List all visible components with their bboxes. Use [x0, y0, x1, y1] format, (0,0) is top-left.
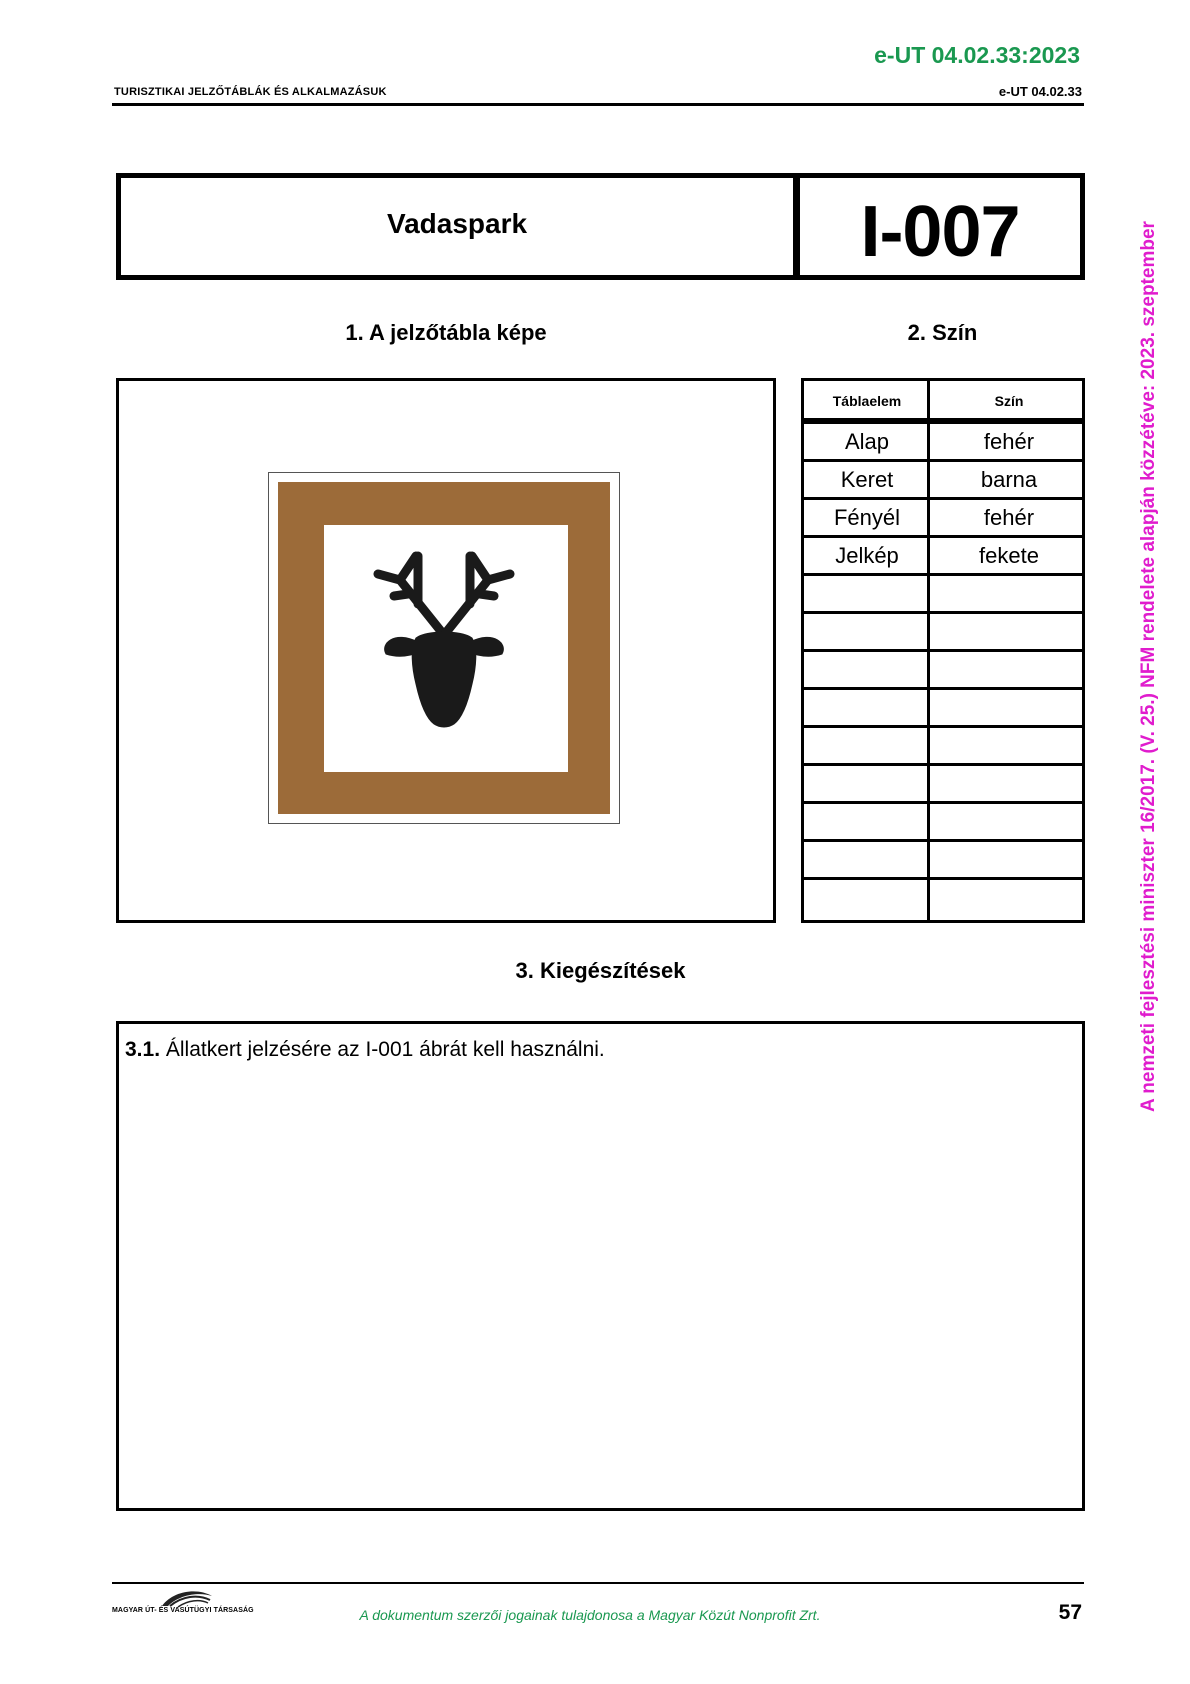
color-table-row — [804, 690, 1082, 728]
color-table-cell-color: fekete — [979, 543, 1039, 568]
color-table-cell-color — [933, 576, 1085, 614]
section-color-title: 2. Szín — [907, 320, 978, 345]
color-table-cell-element: Keret — [840, 467, 894, 492]
color-table-cell-element — [804, 804, 930, 842]
color-table-row — [804, 728, 1082, 766]
color-table-header-element: Táblaelem — [832, 393, 902, 409]
color-table-row — [804, 766, 1082, 804]
color-table-row — [804, 614, 1082, 652]
supplement-number: 3.1. — [125, 1038, 161, 1061]
running-code: e-UT 04.02.33 — [998, 84, 1082, 99]
copyright-note: A dokumentum szerzői jogainak tulajdonosa a Magyar Közút Nonprofit Zrt. — [359, 1607, 821, 1623]
color-table-cell-element — [804, 576, 930, 614]
color-table-cell-color — [933, 728, 1085, 766]
footer-rule — [112, 1582, 1084, 1584]
color-table-cell-element — [804, 766, 930, 804]
running-title: TURISZTIKAI JELZŐTÁBLÁK ÉS ALKALMAZÁSUK — [114, 86, 387, 98]
color-table-row — [804, 424, 1082, 462]
color-table-cell-color — [933, 880, 1085, 918]
color-table-row — [804, 500, 1082, 538]
supplement-item — [125, 1038, 605, 1062]
color-table-cell-element: Alap — [844, 429, 890, 454]
color-table-cell-element — [804, 728, 930, 766]
document-code: e-UT 04.02.33:2023 — [874, 42, 1080, 68]
color-table-row — [804, 804, 1082, 842]
color-table-cell-element — [804, 690, 930, 728]
color-table-cell-color — [933, 766, 1085, 804]
color-table-cell-color — [933, 652, 1085, 690]
supplement-text: Állatkert jelzésére az I-001 ábrát kell használni. — [160, 1038, 605, 1061]
color-table-header-rule — [801, 418, 1085, 424]
publisher-logo-text: MAGYAR ÚT- ÉS VASÚTÜGYI TÁRSASÁG — [112, 1607, 254, 1614]
color-table-row — [804, 652, 1082, 690]
color-table-header-color: Szín — [994, 393, 1024, 409]
sign-name: Vadaspark — [386, 208, 528, 239]
color-table-row — [804, 576, 1082, 614]
page-number: 57 — [1058, 1601, 1082, 1624]
title-divider — [793, 173, 800, 280]
color-table — [801, 378, 1085, 923]
color-table-cell-element: Jelkép — [835, 543, 899, 568]
color-table-cell-color: fehér — [983, 505, 1035, 530]
section-image-title: 1. A jelzőtábla képe — [345, 320, 547, 345]
color-table-row — [804, 538, 1082, 576]
sign-code: I-007 — [860, 192, 1020, 272]
color-table-cell-color — [933, 690, 1085, 728]
header-rule — [112, 103, 1084, 106]
color-table-cell-element — [804, 614, 930, 652]
color-table-cell-element — [804, 652, 930, 690]
sign-svg — [268, 472, 620, 824]
sign-graphic — [268, 472, 620, 824]
color-table-cell-color — [933, 804, 1085, 842]
publication-note: A nemzeti fejlesztési miniszter 16/2017. (V. 25.) NFM rendelete alapján közzétéve: 2023. szeptember — [1138, 221, 1159, 1112]
supplement-box — [116, 1021, 1085, 1511]
color-table-cell-color: fehér — [983, 429, 1035, 454]
color-table-cell-color — [933, 614, 1085, 652]
color-table-cell-color — [933, 842, 1085, 880]
color-table-column-divider — [927, 378, 930, 923]
color-table-row — [804, 842, 1082, 880]
color-table-row — [804, 880, 1082, 918]
section-supplement-title: 3. Kiegészítések — [515, 958, 686, 983]
color-table-cell-element: Fényél — [833, 505, 901, 530]
color-table-row — [804, 462, 1082, 500]
color-table-cell-element — [804, 842, 930, 880]
color-table-cell-element — [804, 880, 930, 918]
color-table-cell-color: barna — [980, 467, 1038, 492]
